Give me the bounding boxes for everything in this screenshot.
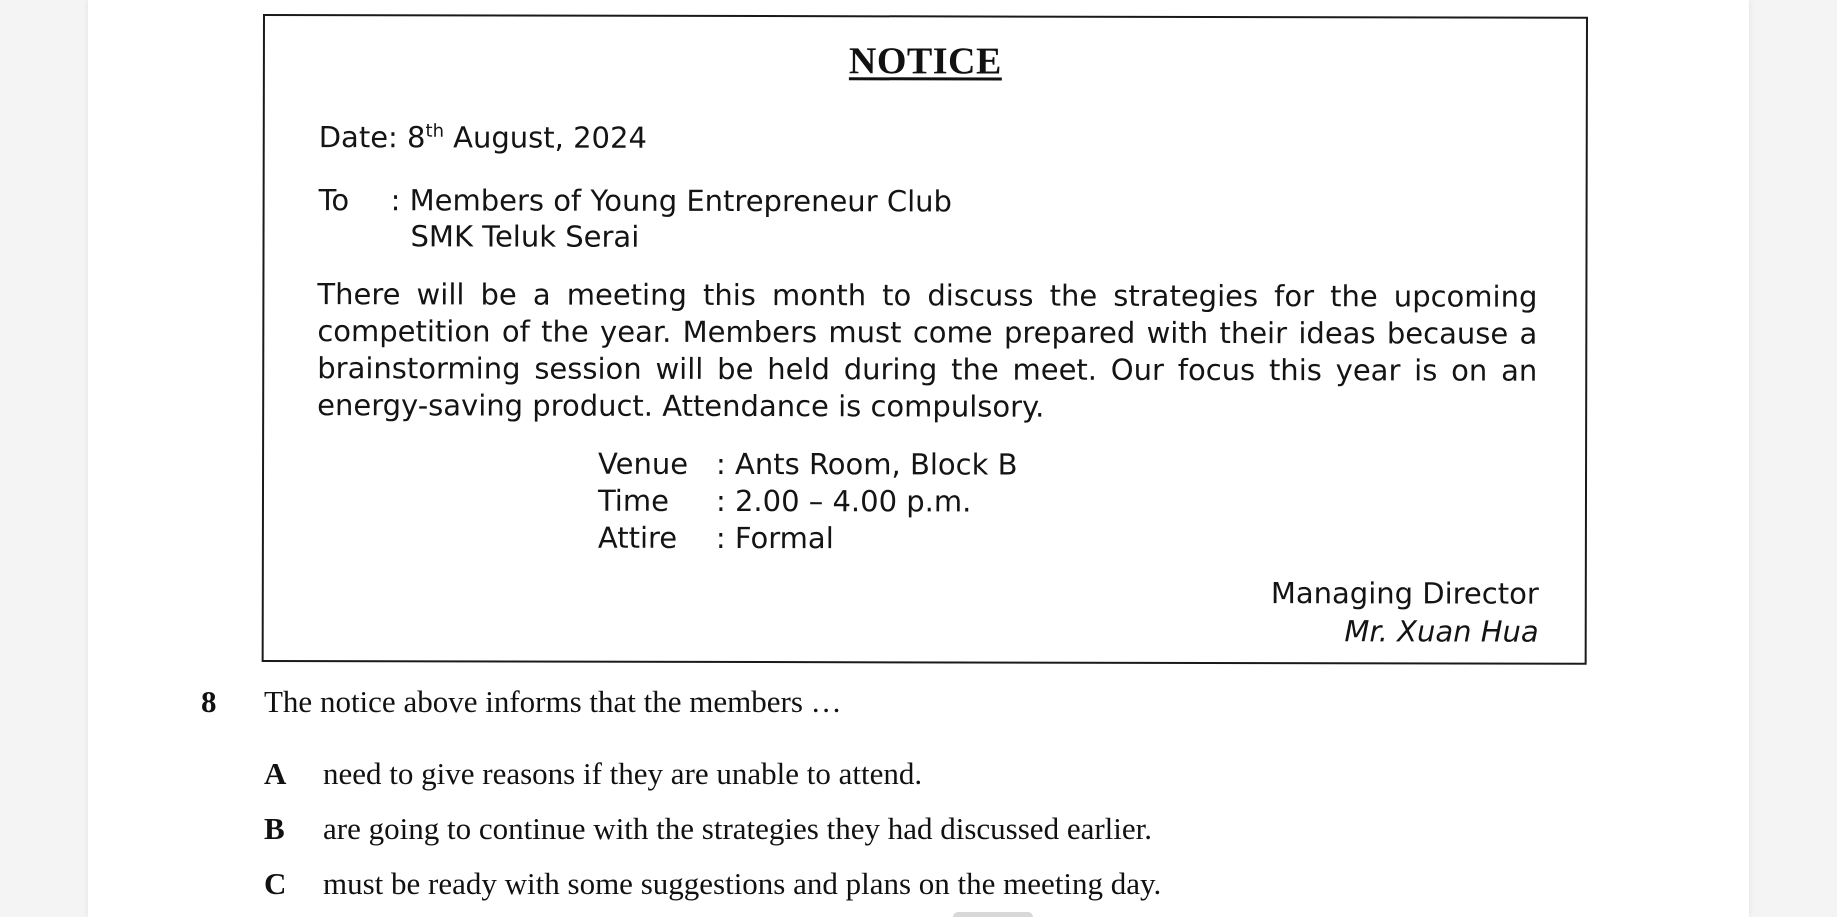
signature-block	[1271, 574, 1539, 651]
detail-row-attire	[598, 520, 1018, 558]
notice-body: There will be a meeting this month to discuss the strategies for the upcoming competition of the year. Members must come prepared with their ideas because a brainstorming session will be held during the meet. Our focus this year is on an energy-saving product. Attendance is compulsory.	[317, 277, 1538, 424]
question-stem	[201, 684, 842, 720]
to-line-2: SMK Teluk Serai	[410, 219, 640, 254]
date-suffix: August, 2024	[443, 120, 647, 155]
detail-key: Time	[597, 483, 670, 518]
exam-page	[88, 0, 1749, 917]
notice-box	[262, 14, 1588, 665]
sign-name: Mr. Xuan Hua	[1344, 614, 1539, 649]
detail-value: : 2.00 – 4.00 p.m.	[715, 483, 972, 519]
question-number: 8	[201, 684, 217, 719]
answer-options	[264, 746, 1161, 911]
detail-value: : Ants Room, Block B	[716, 446, 1018, 482]
to-line-1: : Members of Young Entrepreneur Club	[390, 183, 952, 219]
option-text: are going to continue with the strategies they had discussed earlier.	[323, 811, 1153, 846]
detail-row-time	[598, 483, 1018, 521]
option-text: must be ready with some suggestions and plans on the meeting day.	[323, 866, 1162, 901]
option-letter: A	[264, 756, 287, 791]
detail-key: Venue	[598, 446, 689, 481]
option-text: need to give reasons if they are unable to attend.	[323, 756, 923, 791]
detail-row-venue	[598, 446, 1018, 484]
notice-date	[319, 120, 647, 155]
option-b	[264, 801, 1161, 856]
option-letter: B	[264, 811, 285, 846]
sign-title: Managing Director	[1270, 576, 1539, 611]
meeting-details	[598, 446, 1018, 558]
option-c	[264, 856, 1161, 911]
notice-recipient	[318, 182, 951, 255]
scroll-handle[interactable]	[953, 912, 1033, 917]
detail-key: Attire	[597, 520, 678, 555]
date-prefix: Date: 8	[318, 120, 426, 155]
to-label: To	[318, 183, 350, 218]
detail-value: : Formal	[715, 520, 834, 556]
option-letter: C	[264, 866, 287, 901]
date-superscript: th	[425, 120, 445, 142]
option-a	[264, 746, 1161, 801]
question-text: The notice above informs that the members …	[264, 684, 842, 719]
notice-title: NOTICE	[848, 40, 1002, 83]
